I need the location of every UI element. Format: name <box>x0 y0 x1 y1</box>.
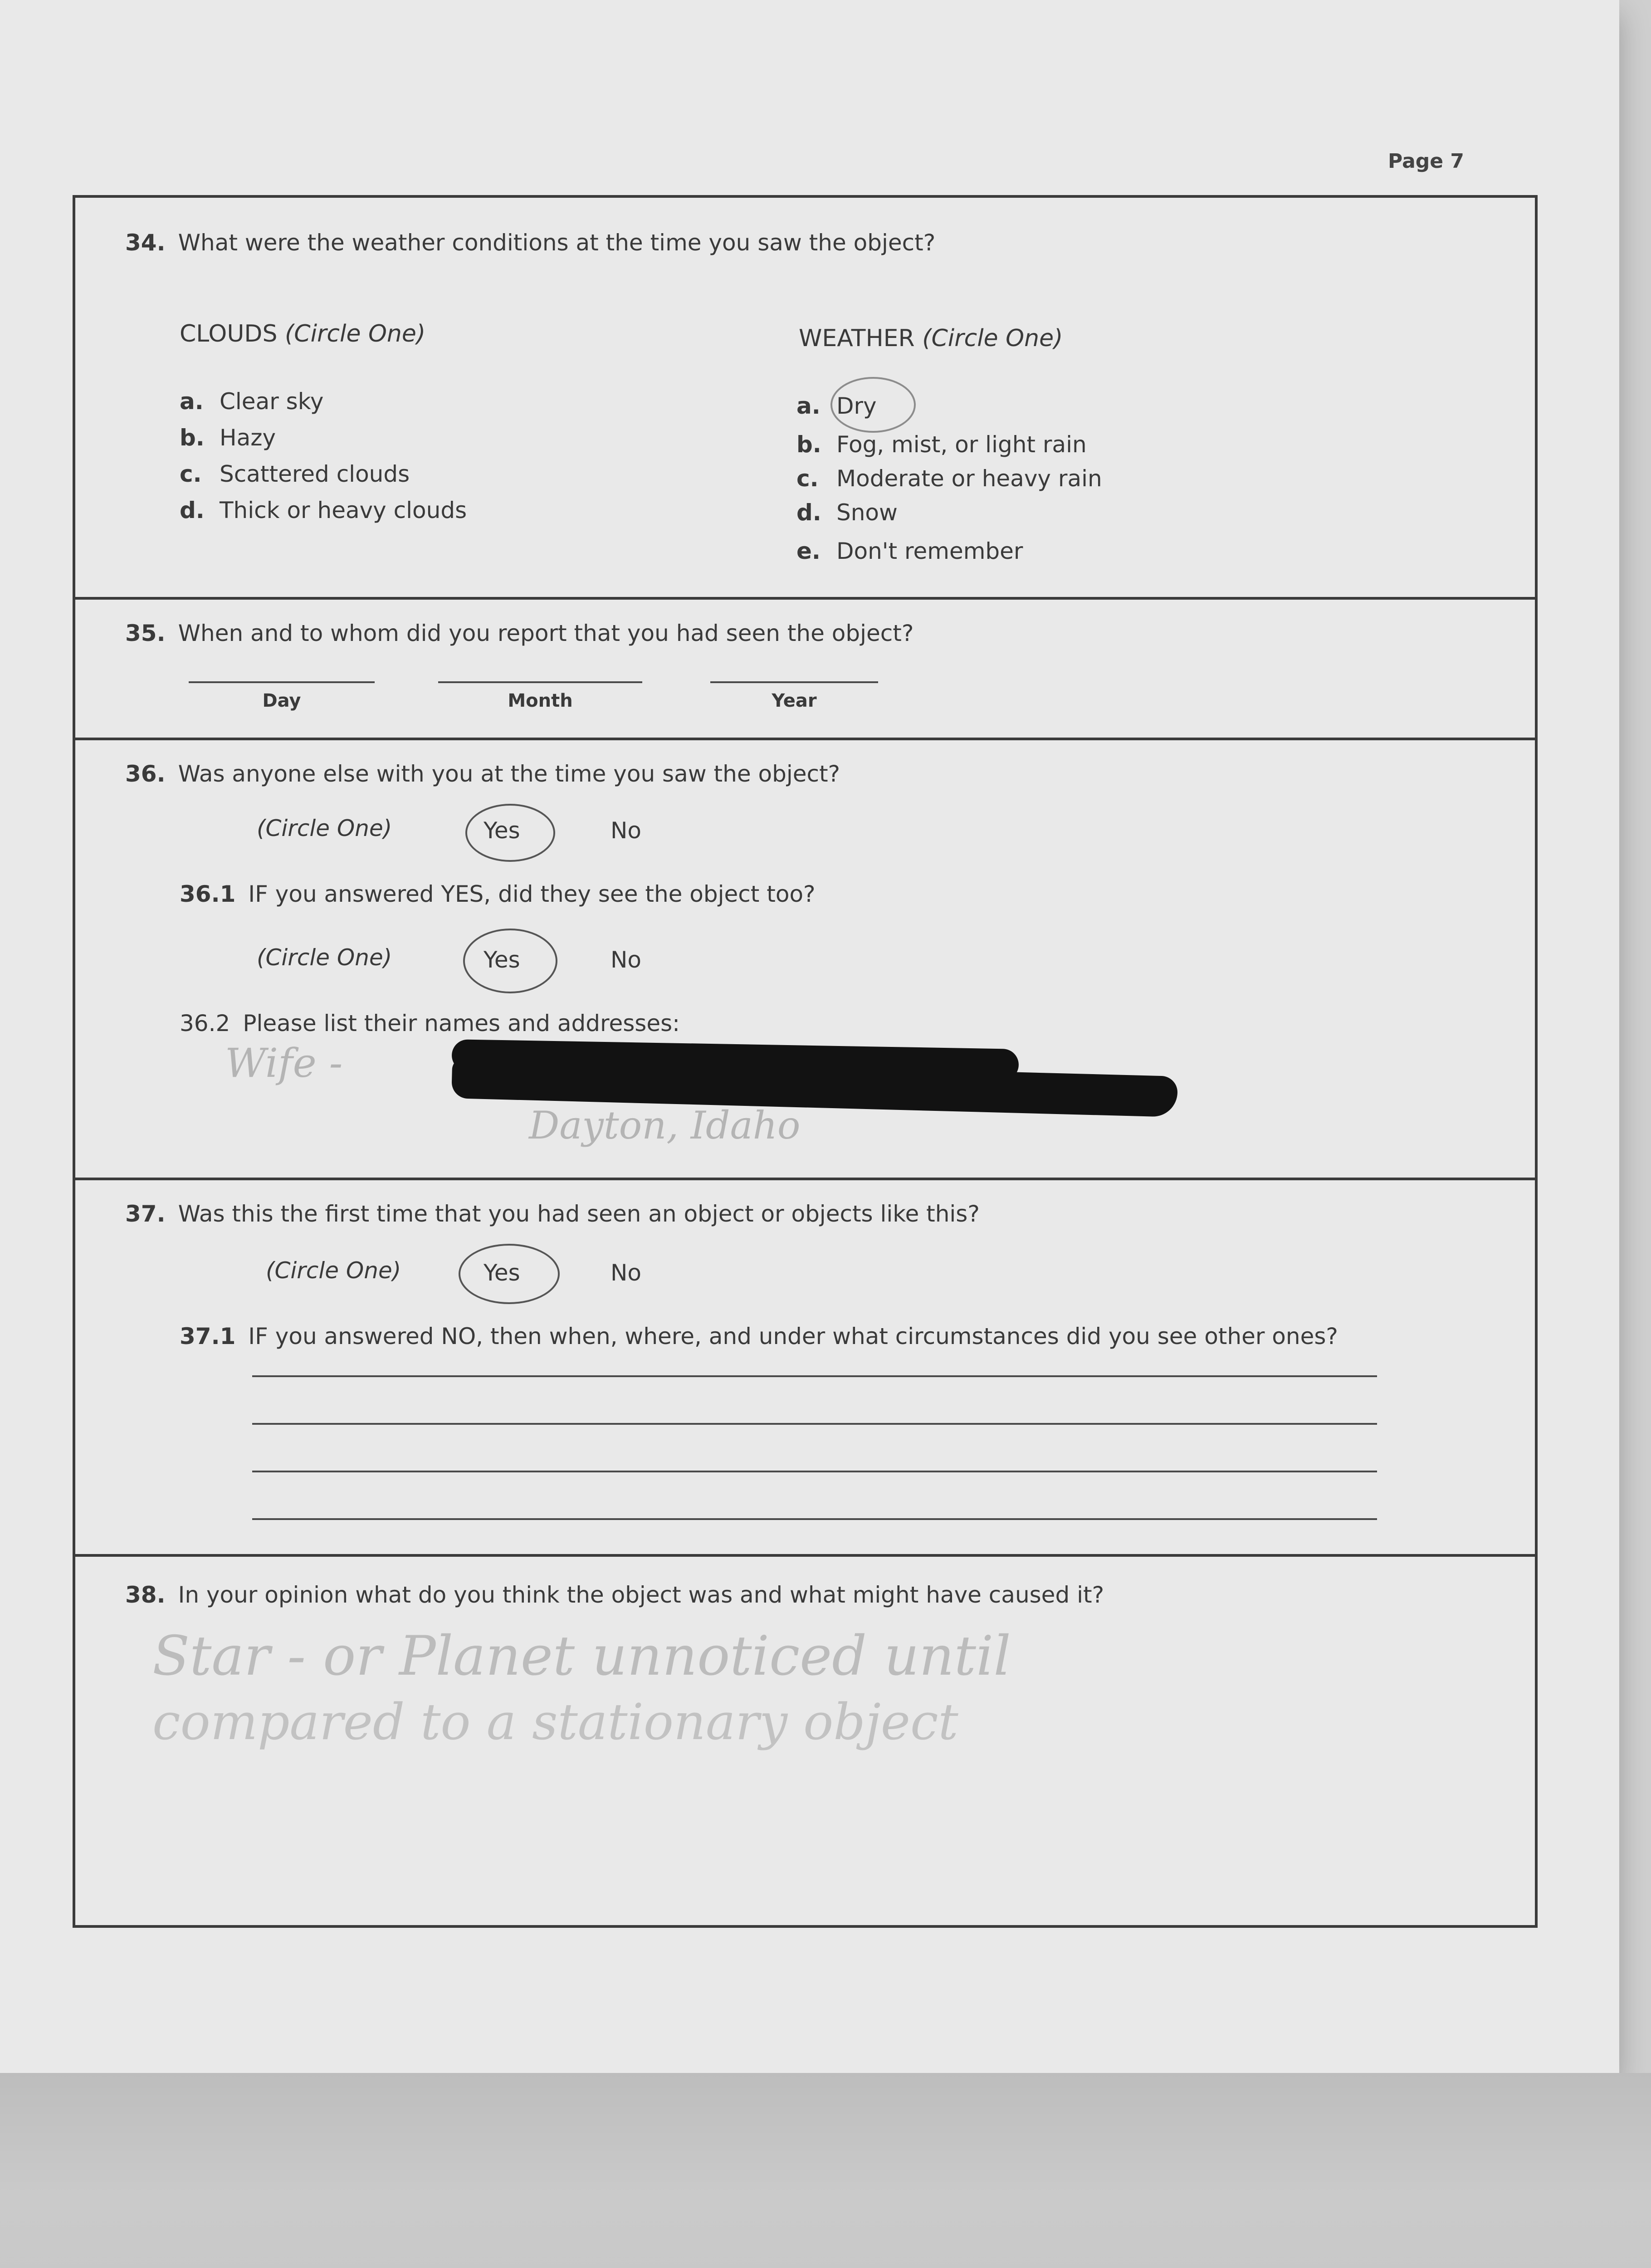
background-surface <box>0 2073 1651 2268</box>
question-38-number: 38. <box>125 1582 166 1608</box>
question-35 <box>125 620 913 646</box>
answer-line-3[interactable] <box>252 1471 1377 1472</box>
answer-line-1[interactable] <box>252 1375 1377 1377</box>
question-36-1-hint: (Circle One) <box>257 944 392 971</box>
question-38 <box>125 1582 1104 1608</box>
weather-option-e[interactable]: e. Don't remember <box>796 538 1023 564</box>
question-37-no-option[interactable]: No <box>611 1260 641 1286</box>
question-36-2-number: 36.2 <box>180 1010 230 1036</box>
day-label: Day <box>262 690 301 711</box>
weather-a-circle-mark <box>830 377 916 433</box>
page-number: Page 7 <box>1388 150 1465 173</box>
question-35-number: 35. <box>125 620 166 646</box>
question-37-yes-circle-mark <box>459 1244 560 1304</box>
clouds-option-b[interactable]: b. Hazy <box>180 425 276 451</box>
clouds-option-a[interactable]: a. Clear sky <box>180 388 324 415</box>
handwritten-wife: Wife - <box>225 1040 343 1086</box>
question-36-text: Was anyone else with you at the time you saw the object? <box>178 761 840 787</box>
question-36-1 <box>180 881 816 907</box>
question-37-yes-option[interactable]: Yes <box>484 1260 520 1286</box>
question-37-hint: (Circle One) <box>266 1257 401 1284</box>
clouds-heading: CLOUDS (Circle One) <box>180 320 426 347</box>
question-34 <box>125 230 935 256</box>
question-37-text: Was this the first time that you had seen an object or objects like this? <box>178 1201 980 1227</box>
question-38-text: In your opinion what do you think the object was and what might have caused it? <box>178 1582 1104 1608</box>
clouds-option-d[interactable]: d. Thick or heavy clouds <box>180 497 467 523</box>
handwritten-opinion-line-1: Star - or Planet unnoticed until <box>152 1625 1011 1688</box>
clouds-circle-hint: (Circle One) <box>285 320 426 347</box>
question-37-section <box>75 1178 1535 1554</box>
question-36-hint: (Circle One) <box>257 815 392 841</box>
year-field[interactable] <box>710 681 878 683</box>
question-34-text: What were the weather conditions at the time you saw the object? <box>178 230 936 256</box>
weather-option-c[interactable]: c. Moderate or heavy rain <box>796 465 1102 492</box>
question-37-1-text: IF you answered NO, then when, where, and under what circumstances did you see other ones? <box>248 1323 1338 1349</box>
question-37 <box>125 1201 980 1227</box>
question-38-section <box>75 1554 1535 1925</box>
question-36-1-text: IF you answered YES, did they see the object too? <box>248 881 816 907</box>
question-36-yes-option[interactable]: Yes <box>484 817 520 844</box>
answer-line-2[interactable] <box>252 1423 1377 1425</box>
year-label: Year <box>772 690 817 711</box>
day-field[interactable] <box>189 681 375 683</box>
question-37-number: 37. <box>125 1201 166 1227</box>
weather-heading: WEATHER (Circle One) <box>799 325 1063 352</box>
question-36-number: 36. <box>125 761 166 787</box>
question-36-1-number: 36.1 <box>180 881 236 907</box>
question-37-1 <box>180 1323 1338 1349</box>
handwritten-address: Dayton, Idaho <box>529 1103 801 1148</box>
question-37-1-number: 37.1 <box>180 1323 236 1349</box>
question-36 <box>125 761 840 787</box>
question-34-number: 34. <box>125 230 166 256</box>
question-36-2 <box>180 1010 680 1036</box>
question-36-1-yes-circle-mark <box>463 929 557 993</box>
question-36-1-no-option[interactable]: No <box>611 947 641 973</box>
question-36-section <box>75 738 1535 1178</box>
question-36-yes-circle-mark <box>465 804 555 862</box>
question-35-text: When and to whom did you report that you had seen the object? <box>178 620 914 646</box>
answer-line-4[interactable] <box>252 1518 1377 1520</box>
handwritten-opinion-line-2: compared to a stationary object <box>152 1693 958 1751</box>
weather-option-a[interactable]: a. Dry <box>796 393 877 419</box>
month-field[interactable] <box>438 681 642 683</box>
question-36-1-yes-option[interactable]: Yes <box>484 947 520 973</box>
question-35-section <box>75 597 1535 738</box>
question-36-2-text: Please list their names and addresses: <box>243 1010 680 1036</box>
question-34-section <box>75 198 1535 597</box>
month-label: Month <box>508 690 573 711</box>
questionnaire-form <box>73 195 1538 1928</box>
weather-option-b[interactable]: b. Fog, mist, or light rain <box>796 431 1087 458</box>
weather-circle-hint: (Circle One) <box>922 325 1063 352</box>
question-36-no-option[interactable]: No <box>611 817 641 844</box>
clouds-option-c[interactable]: c. Scattered clouds <box>180 461 410 487</box>
weather-option-d[interactable]: d. Snow <box>796 499 898 526</box>
